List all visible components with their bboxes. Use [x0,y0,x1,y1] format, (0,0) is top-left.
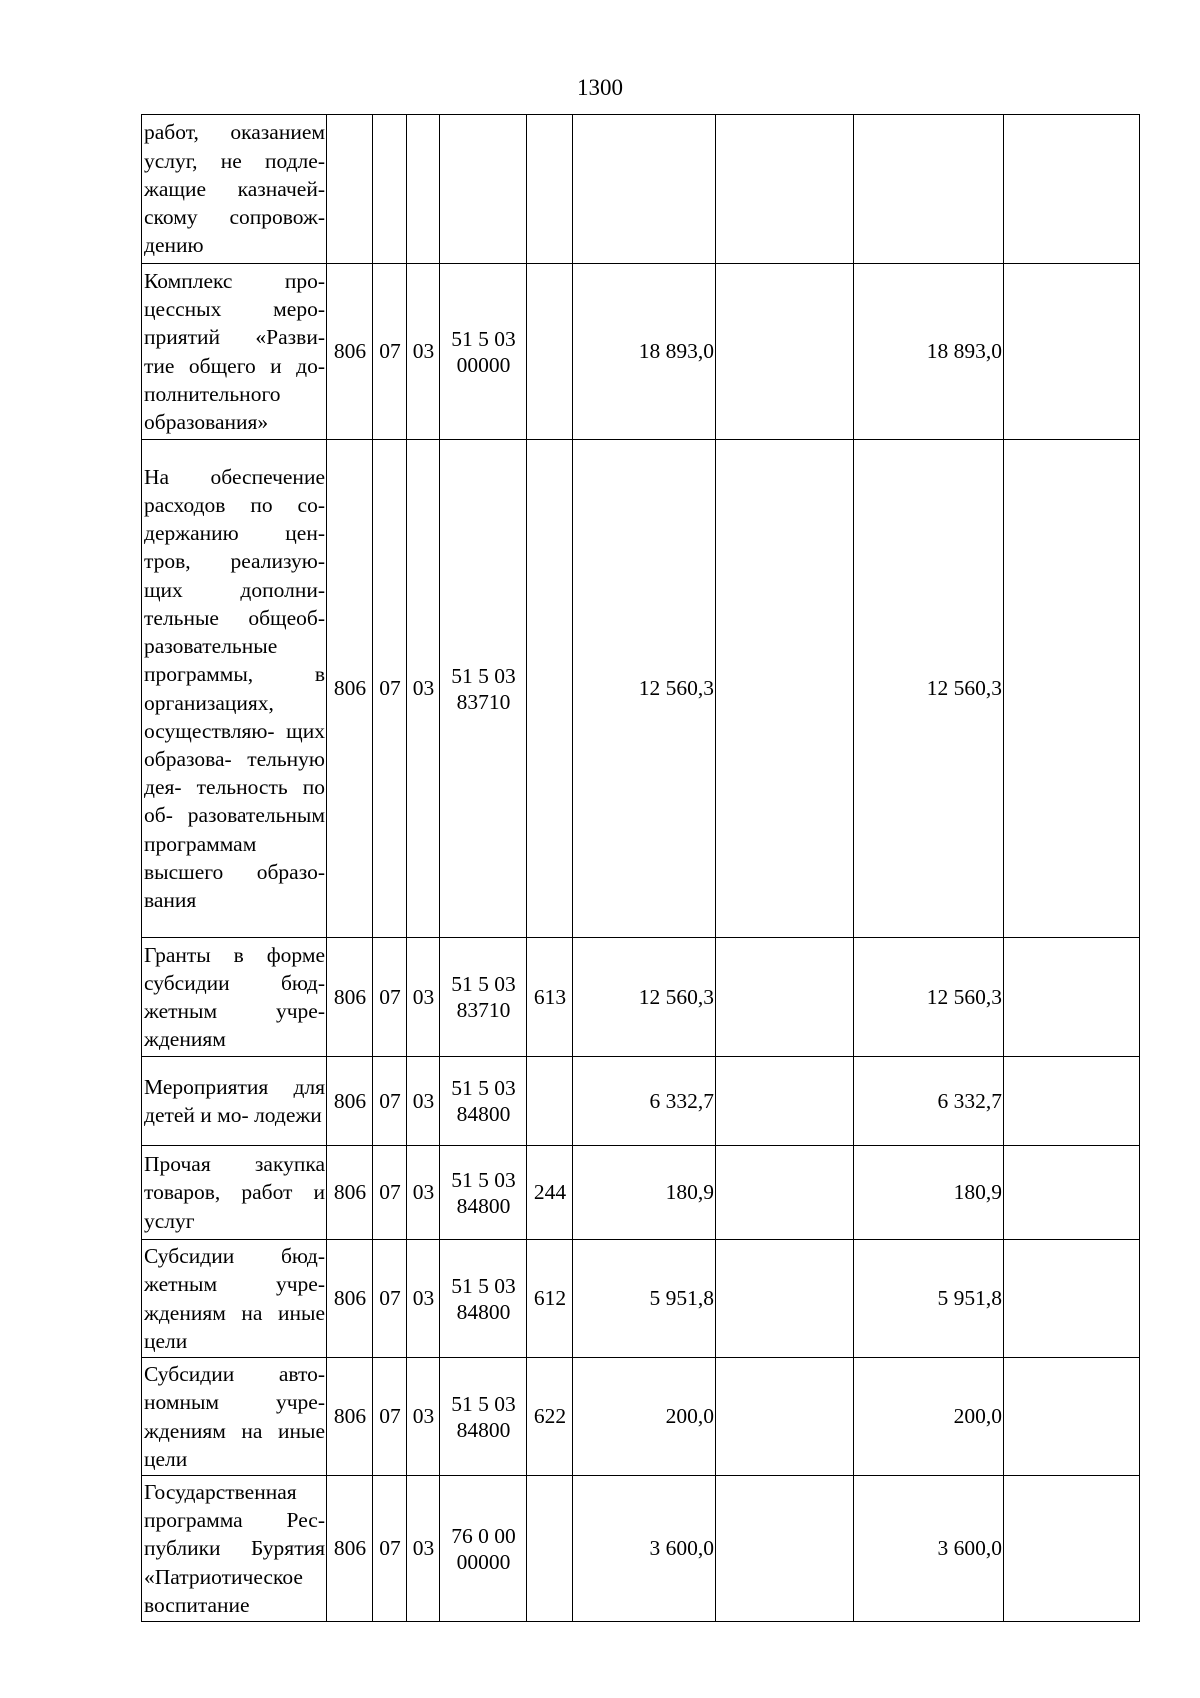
grbs-code: 806 [327,1240,373,1358]
subsection-code: 03 [407,938,440,1057]
amount-regional: 200,0 [854,1358,1004,1476]
expense-type-code: 613 [527,938,573,1057]
budget-table [141,114,1140,1622]
amount-federal [716,1358,854,1476]
subsection-code: 03 [407,1146,440,1240]
expense-type-code [527,1476,573,1622]
table-row [142,440,1140,938]
target-article-line-1: 51 5 03 [451,1167,516,1192]
section-code [373,115,407,264]
amount-other [1004,115,1140,264]
amount-regional: 12 560,3 [854,938,1004,1057]
section-code: 07 [373,1057,407,1146]
grbs-code: 806 [327,1057,373,1146]
subsection-code: 03 [407,1476,440,1622]
target-article-code [440,440,527,938]
target-article-line-2: 83710 [456,998,511,1022]
amount-other [1004,1146,1140,1240]
subsection-code: 03 [407,440,440,938]
section-code: 07 [373,938,407,1057]
amount-total: 18 893,0 [573,264,716,440]
subsection-code [407,115,440,264]
grbs-code: 806 [327,1146,373,1240]
target-article-code [440,1057,527,1146]
target-article-line-2: 83710 [456,689,511,714]
amount-regional: 6 332,7 [854,1057,1004,1146]
subsection-code: 03 [407,264,440,440]
amount-total: 12 560,3 [573,938,716,1057]
target-article-line-2: 00000 [456,352,511,377]
amount-other [1004,264,1140,440]
grbs-code: 806 [327,1476,373,1622]
amount-total: 180,9 [573,1146,716,1240]
subsection-code: 03 [407,1057,440,1146]
section-code: 07 [373,1358,407,1476]
amount-regional: 12 560,3 [854,440,1004,938]
expense-type-code [527,440,573,938]
table-row [142,1146,1140,1240]
target-article-code [440,938,527,1057]
expense-name: Гранты в форме субсидии бюд- жетным учре- ждениям [142,938,327,1057]
amount-total: 5 951,8 [573,1240,716,1358]
table-row [142,264,1140,440]
table-row [142,938,1140,1057]
expense-name: Прочая закупка товаров, работ и услуг [142,1146,327,1240]
amount-regional: 180,9 [854,1146,1004,1240]
target-article-code [440,115,527,264]
target-article-line-1: 51 5 03 [451,326,516,351]
target-article-line-2: 84800 [456,1193,511,1218]
target-article-line-2: 84800 [456,1417,511,1442]
subsection-code: 03 [407,1240,440,1358]
grbs-code: 806 [327,264,373,440]
target-article-line-1: 76 0 00 [451,1523,516,1548]
amount-federal [716,115,854,264]
expense-type-code [527,1057,573,1146]
target-article-line-1: 51 5 03 [451,972,516,996]
expense-type-code [527,115,573,264]
amount-regional [854,115,1004,264]
grbs-code: 806 [327,1358,373,1476]
target-article-line-2: 00000 [456,1549,511,1574]
expense-name: Мероприятия для детей и мо- лодежи [142,1057,327,1146]
amount-federal [716,1476,854,1622]
amount-total: 200,0 [573,1358,716,1476]
table-row [142,1240,1140,1358]
section-code: 07 [373,1476,407,1622]
grbs-code [327,115,373,264]
table-row [142,115,1140,264]
target-article-line-1: 51 5 03 [451,1273,516,1298]
target-article-line-1: 51 5 03 [451,1391,516,1416]
target-article-code [440,1476,527,1622]
table-row [142,1476,1140,1622]
amount-total: 3 600,0 [573,1476,716,1622]
expense-name: На обеспечение расходов по со- держанию цен- тров, реализую- щих дополни- тельные общеоб- разовательные программы, в организациях, осуществляю- щих образова- тельную дея- тельность по об- разовательным программам высшего образо- вания [142,440,327,938]
target-article-line-2: 84800 [456,1299,511,1324]
grbs-code: 806 [327,938,373,1057]
target-article-line-1: 51 5 03 [451,1076,516,1100]
section-code: 07 [373,264,407,440]
amount-other [1004,1240,1140,1358]
amount-regional: 18 893,0 [854,264,1004,440]
amount-total: 12 560,3 [573,440,716,938]
amount-other [1004,440,1140,938]
target-article-line-1: 51 5 03 [451,663,516,688]
amount-federal [716,1057,854,1146]
expense-name: Субсидии авто- номным учре- ждениям на иные цели [142,1358,327,1476]
target-article-code [440,1358,527,1476]
grbs-code: 806 [327,440,373,938]
amount-federal [716,264,854,440]
amount-total: 6 332,7 [573,1057,716,1146]
amount-federal [716,938,854,1057]
expense-type-code: 244 [527,1146,573,1240]
section-code: 07 [373,1146,407,1240]
amount-total [573,115,716,264]
table-row [142,1057,1140,1146]
expense-name: Государственная программа Рес- публики Бурятия «Патриотическое воспитание [142,1476,327,1622]
amount-other [1004,1476,1140,1622]
target-article-line-2: 84800 [456,1102,511,1126]
expense-type-code [527,264,573,440]
target-article-code [440,1240,527,1358]
target-article-code [440,264,527,440]
section-code: 07 [373,440,407,938]
table-row [142,1358,1140,1476]
amount-other [1004,1057,1140,1146]
target-article-code [440,1146,527,1240]
amount-other [1004,938,1140,1057]
amount-federal [716,440,854,938]
amount-regional: 5 951,8 [854,1240,1004,1358]
amount-other [1004,1358,1140,1476]
section-code: 07 [373,1240,407,1358]
expense-type-code: 612 [527,1240,573,1358]
amount-federal [716,1240,854,1358]
page-number: 1300 [577,75,623,100]
expense-name: Комплекс про- цессных меро- приятий «Разви- тие общего и до- полнительного образования» [142,264,327,440]
expense-name: Субсидии бюд- жетным учре- ждениям на иные цели [142,1240,327,1358]
subsection-code: 03 [407,1358,440,1476]
expense-type-code: 622 [527,1358,573,1476]
expense-name: работ, оказанием услуг, не подле- жащие казначей- скому сопровож- дению [142,115,327,264]
amount-regional: 3 600,0 [854,1476,1004,1622]
amount-federal [716,1146,854,1240]
